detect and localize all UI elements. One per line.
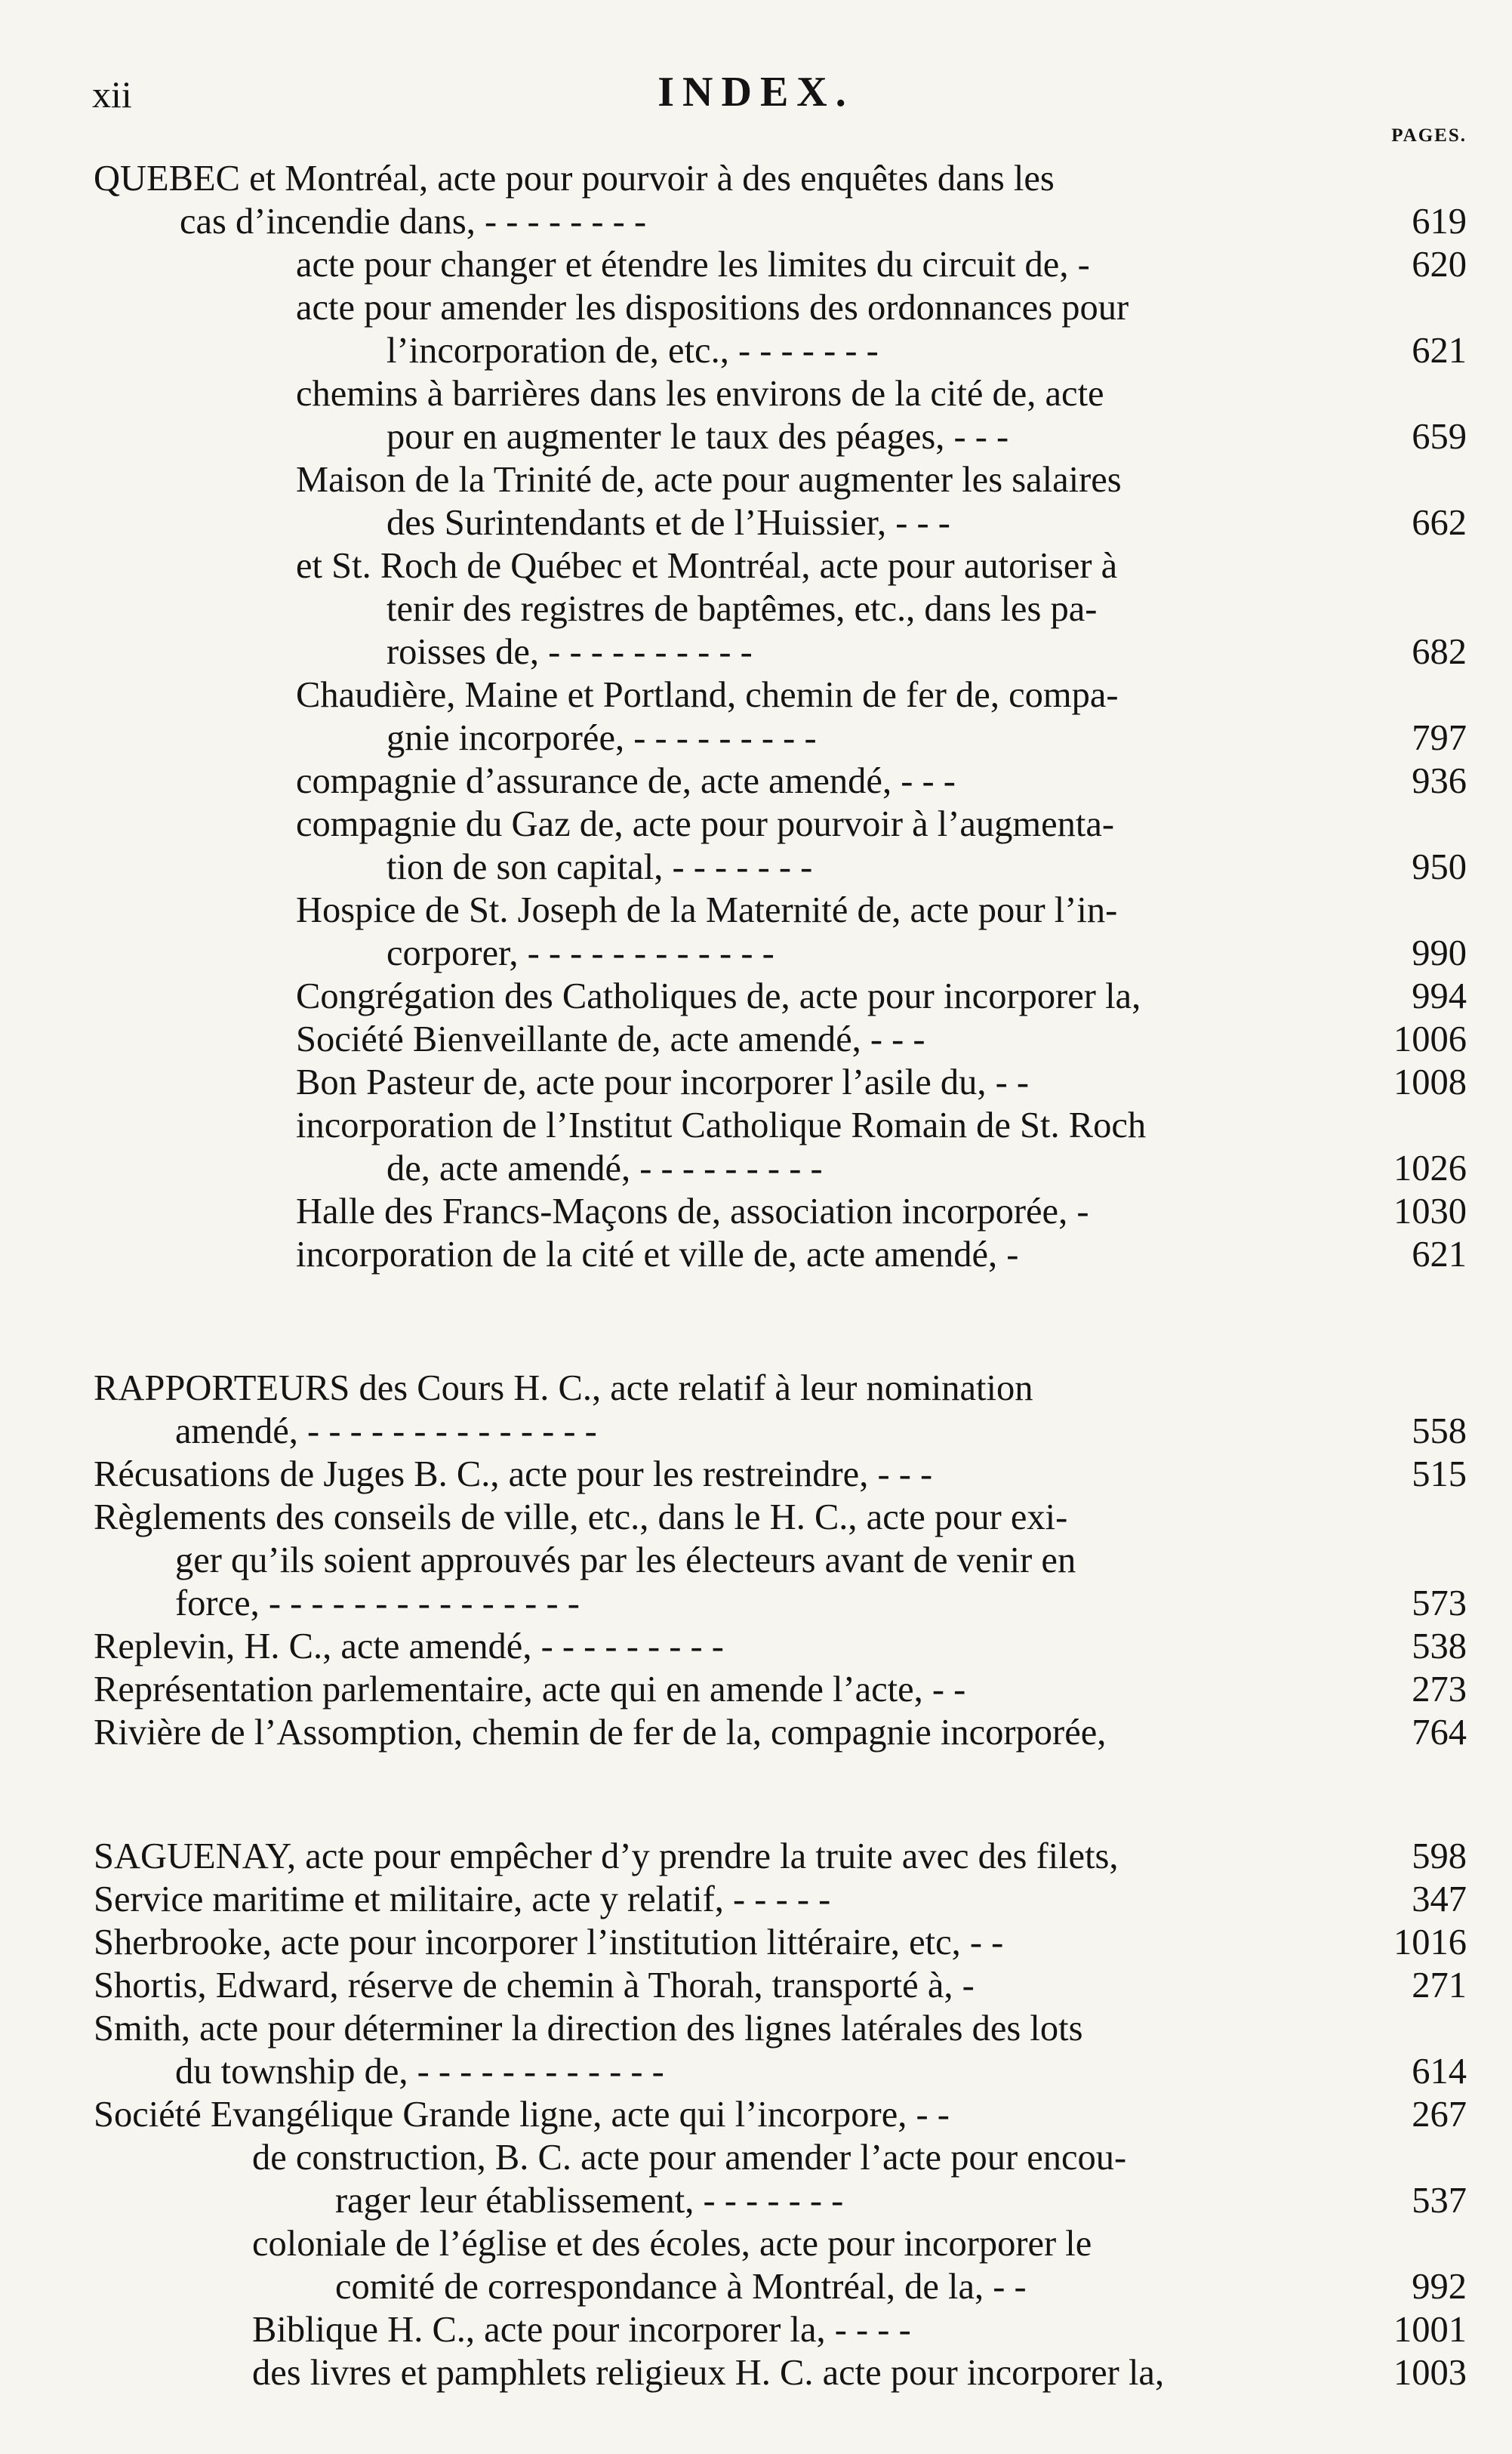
entry-text: Récusations de Juges B. C., acte pour les restreindre, - - - [94, 1454, 933, 1494]
index-entry [0, 630, 1512, 674]
page-ref: 992 [1412, 2267, 1467, 2307]
index-entry [0, 2265, 1512, 2308]
index-entry [0, 1190, 1512, 1233]
index-entry [0, 1410, 1512, 1453]
entry-text: incorporation de l’Institut Catholique Romain de St. Roch [296, 1105, 1147, 1145]
entry-text: cas d’incendie dans, - - - - - - - - [180, 202, 647, 242]
entry-text: Société Bienveillante de, acte amendé, - - - [296, 1019, 925, 1059]
entry-text: RAPPORTEURS des Cours H. C., acte relatif à leur nomination [94, 1368, 1033, 1408]
index-entry [0, 889, 1512, 932]
entry-text: Congrégation des Catholiques de, acte pour incorporer la, [296, 976, 1141, 1016]
entry-text: Société Evangélique Grande ligne, acte qui l’incorpore, - - [94, 2095, 950, 2135]
entry-text: force, - - - - - - - - - - - - - - - [175, 1583, 580, 1623]
page-ref: 1006 [1393, 1019, 1467, 1059]
entry-text: des Surintendants et de l’Huissier, - - - [386, 503, 950, 543]
index-entry [0, 674, 1512, 717]
page-number: xii [92, 73, 132, 116]
entry-text: Règlements des conseils de ville, etc., dans le H. C., acte pour exi- [94, 1497, 1068, 1537]
index-entry [0, 1668, 1512, 1711]
entry-text: tenir des registres de baptêmes, etc., dans les pa- [386, 589, 1098, 629]
page-ref: 1030 [1393, 1192, 1467, 1232]
entry-text: comité de correspondance à Montréal, de la, - - [335, 2267, 1027, 2307]
page-ref: 950 [1412, 847, 1467, 887]
index-entry [0, 803, 1512, 846]
index-entry [0, 1496, 1512, 1539]
page-ref: 620 [1412, 245, 1467, 285]
section-quebec [0, 157, 1512, 1276]
entry-text: des livres et pamphlets religieux H. C. acte pour incorporer la, [252, 2353, 1165, 2393]
page-ref: 682 [1412, 632, 1467, 672]
index-entry [0, 1453, 1512, 1496]
entry-text: Hospice de St. Joseph de la Maternité de, acte pour l’in- [296, 890, 1118, 930]
page-ref: 273 [1412, 1669, 1467, 1709]
index-entry [0, 1964, 1512, 2007]
page-ref: 1003 [1393, 2353, 1467, 2393]
page-ref: 619 [1412, 202, 1467, 242]
index-entry [0, 2308, 1512, 2351]
entry-text: Shortis, Edward, réserve de chemin à Thorah, transporté à, - [94, 1965, 975, 2005]
index-entry [0, 846, 1512, 889]
entry-text: compagnie du Gaz de, acte pour pourvoir à l’augmenta- [296, 804, 1115, 844]
index-entry [0, 458, 1512, 501]
page-ref: 764 [1412, 1713, 1467, 1753]
entry-text: gnie incorporée, - - - - - - - - - [386, 718, 817, 758]
entry-text: de construction, B. C. acte pour amender l’acte pour encou- [252, 2138, 1127, 2178]
index-entry [0, 243, 1512, 286]
section-saguenay [0, 1835, 1512, 2394]
index-entry [0, 1367, 1512, 1410]
index-entry [0, 2351, 1512, 2394]
page-ref: 1008 [1393, 1062, 1467, 1102]
entry-text: Biblique H. C., acte pour incorporer la, - - - - [252, 2310, 911, 2350]
entry-text: rager leur établissement, - - - - - - - [335, 2181, 844, 2221]
index-entry [0, 2093, 1512, 2136]
page-ref: 936 [1412, 761, 1467, 801]
entry-text: de, acte amendé, - - - - - - - - - [386, 1148, 823, 1188]
page-ref: 990 [1412, 933, 1467, 973]
index-entry [0, 286, 1512, 329]
page-ref: 621 [1412, 331, 1467, 371]
index-entry [0, 1835, 1512, 1878]
index-entry [0, 200, 1512, 243]
page-ref: 538 [1412, 1626, 1467, 1666]
entry-text: coloniale de l’église et des écoles, acte pour incorporer le [252, 2224, 1092, 2264]
page-ref: 1001 [1393, 2310, 1467, 2350]
index-entry [0, 1878, 1512, 1921]
entry-text: SAGUENAY, acte pour empêcher d’y prendre la truite avec des filets, [94, 1836, 1119, 1876]
entry-text: tion de son capital, - - - - - - - [386, 847, 813, 887]
page-ref: 662 [1412, 503, 1467, 543]
index-entry [0, 932, 1512, 975]
entry-text: Représentation parlementaire, acte qui en amende l’acte, - - [94, 1669, 966, 1709]
entry-text: acte pour amender les dispositions des ordonnances pour [296, 288, 1129, 328]
entry-text: ger qu’ils soient approuvés par les électeurs avant de venir en [175, 1540, 1076, 1580]
index-entry [0, 2050, 1512, 2093]
index-entry [0, 1147, 1512, 1190]
entry-text: chemins à barrières dans les environs de la cité de, acte [296, 374, 1104, 414]
index-entry [0, 1582, 1512, 1625]
entry-text: corporer, - - - - - - - - - - - - [386, 933, 774, 973]
entry-text: QUEBEC et Montréal, acte pour pourvoir à des enquêtes dans les [94, 159, 1055, 199]
entry-text: Replevin, H. C., acte amendé, - - - - - - - - - [94, 1626, 724, 1666]
entry-text: Sherbrooke, acte pour incorporer l’institution littéraire, etc, - - [94, 1922, 1004, 1962]
entry-text: roisses de, - - - - - - - - - - [386, 632, 753, 672]
page-ref: 994 [1412, 976, 1467, 1016]
page-ref: 573 [1412, 1583, 1467, 1623]
entry-text: Maison de la Trinité de, acte pour augmenter les salaires [296, 460, 1122, 500]
index-entry [0, 157, 1512, 200]
index-entry [0, 501, 1512, 544]
index-entry [0, 329, 1512, 372]
page-ref: 1016 [1393, 1922, 1467, 1962]
page-ref: 797 [1412, 718, 1467, 758]
page-ref: 347 [1412, 1879, 1467, 1919]
page-ref: 659 [1412, 417, 1467, 457]
index-entry [0, 544, 1512, 587]
index-entry [0, 1539, 1512, 1582]
index-entry [0, 2179, 1512, 2222]
entry-text: Smith, acte pour déterminer la direction des lignes latérales des lots [94, 2009, 1083, 2049]
index-entry [0, 415, 1512, 458]
page-ref: 267 [1412, 2095, 1467, 2135]
page-ref: 271 [1412, 1965, 1467, 2005]
index-entry [0, 2222, 1512, 2265]
entry-text: Service maritime et militaire, acte y relatif, - - - - - [94, 1879, 831, 1919]
entry-text: l’incorporation de, etc., - - - - - - - [386, 331, 879, 371]
entry-text: Bon Pasteur de, acte pour incorporer l’asile du, - - [296, 1062, 1030, 1102]
entry-text: Chaudière, Maine et Portland, chemin de fer de, compa- [296, 675, 1119, 715]
page-ref: 515 [1412, 1454, 1467, 1494]
page-ref: 614 [1412, 2052, 1467, 2092]
index-entry [0, 2007, 1512, 2050]
index-entry [0, 717, 1512, 760]
entry-text: Halle des Francs-Maçons de, association incorporée, - [296, 1192, 1089, 1232]
pages-column-label: PAGES. [1391, 125, 1467, 146]
index-entry [0, 1061, 1512, 1104]
entry-text: acte pour changer et étendre les limites du circuit de, - [296, 245, 1090, 285]
entry-text: du township de, - - - - - - - - - - - - [175, 2052, 664, 2092]
index-entry [0, 975, 1512, 1018]
index-entry [0, 587, 1512, 630]
entry-text: compagnie d’assurance de, acte amendé, - - - [296, 761, 956, 801]
index-entry [0, 1625, 1512, 1668]
index-entry [0, 1921, 1512, 1964]
index-entry [0, 1018, 1512, 1061]
index-entry [0, 1104, 1512, 1147]
entry-text: pour en augmenter le taux des péages, - - - [386, 417, 1009, 457]
entry-text: Rivière de l’Assomption, chemin de fer de la, compagnie incorporée, [94, 1713, 1107, 1753]
entry-text: incorporation de la cité et ville de, acte amendé, - [296, 1235, 1019, 1275]
page-ref: 598 [1412, 1836, 1467, 1876]
entry-text: et St. Roch de Québec et Montréal, acte pour autoriser à [296, 546, 1118, 586]
index-entry [0, 760, 1512, 803]
index-entry [0, 2136, 1512, 2179]
page-ref: 558 [1412, 1411, 1467, 1451]
page-title: INDEX. [657, 69, 855, 116]
entry-text: amendé, - - - - - - - - - - - - - - [175, 1411, 597, 1451]
index-entry [0, 372, 1512, 415]
section-rapporteurs [0, 1367, 1512, 1754]
index-entry [0, 1233, 1512, 1276]
index-entry [0, 1711, 1512, 1754]
page-ref: 537 [1412, 2181, 1467, 2221]
page-ref: 621 [1412, 1235, 1467, 1275]
page-ref: 1026 [1393, 1148, 1467, 1188]
